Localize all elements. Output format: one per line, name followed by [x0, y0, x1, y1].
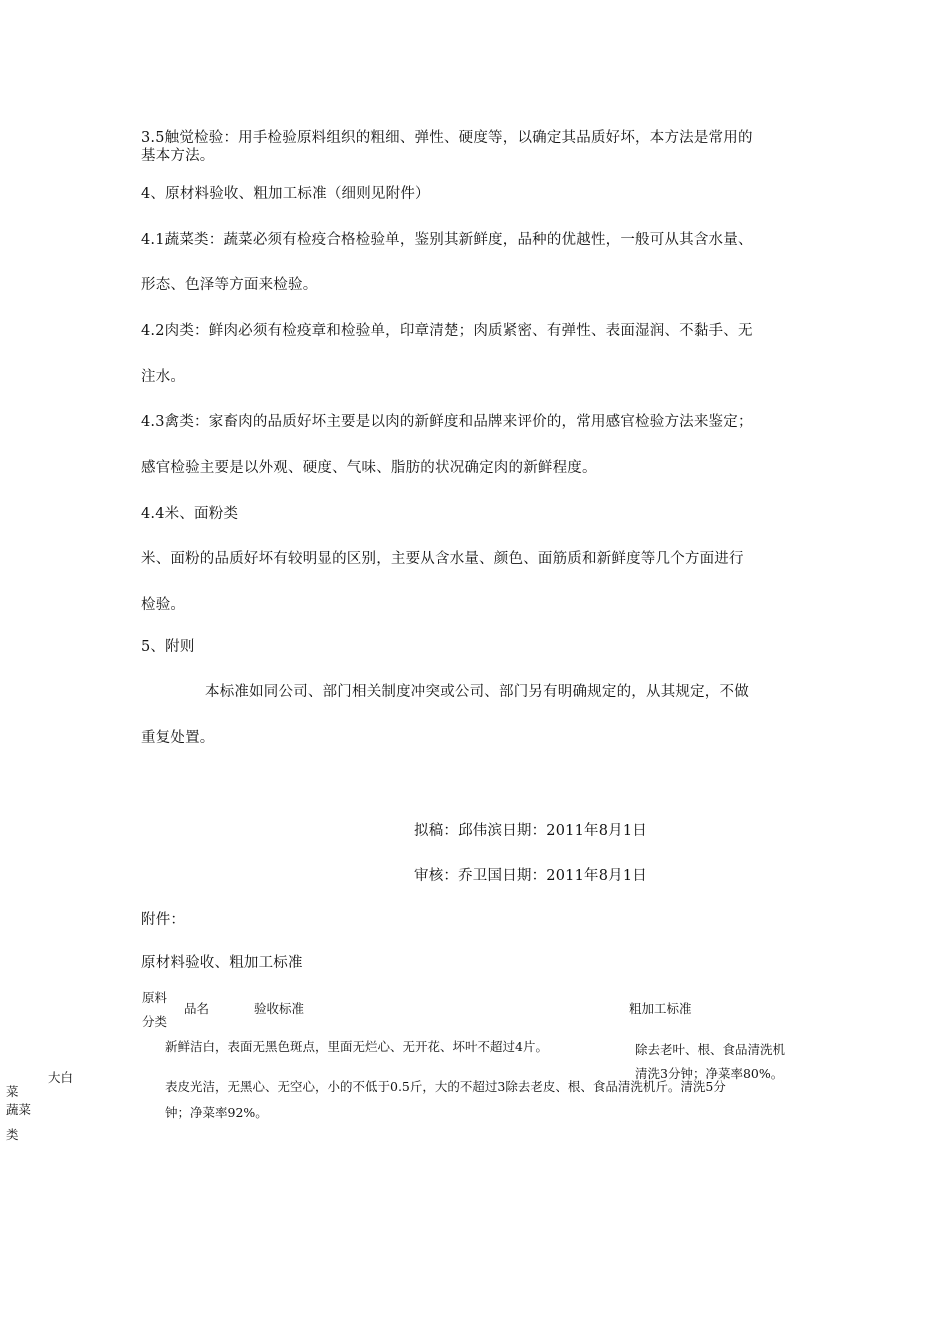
row-1-processing-line-1: 除去老叶、根、食品清洗机: [635, 1042, 786, 1057]
paragraph-4-4-line-1: 米、面粉的品质好坏有较明显的区别，主要从含水量、颜色、面筋质和新鲜度等几个方面进行: [141, 551, 744, 567]
header-category-line-1: 原料: [142, 990, 168, 1005]
paragraph-4-4-line-2: 检验。: [141, 597, 186, 613]
row-1-name-line-1: 大白: [48, 1070, 74, 1085]
category-vegetables-line-2: 类: [6, 1127, 19, 1142]
appendix-title: 原材料验收、粗加工标准: [141, 955, 303, 971]
paragraph-4-1-line-2: 形态、色泽等方面来检验。: [141, 277, 318, 293]
section-5-heading: 5、附则: [141, 639, 195, 655]
row-2-line-2: 钟；净菜率92%。: [165, 1105, 268, 1120]
section-4-heading: 4、原材料验收、粗加工标准（细则见附件）: [141, 186, 430, 202]
paragraph-4-1-line-1: 4.1蔬菜类：蔬菜必须有检疫合格检验单，鉴别其新鲜度，品种的优越性，一般可从其含水量、: [141, 232, 753, 248]
paragraph-4-3-line-2: 感官检验主要是以外观、硬度、气味、脂肪的状况确定肉的新鲜程度。: [141, 460, 597, 476]
paragraph-5-line-2: 重复处置。: [141, 730, 215, 746]
row-2-line-1: 表皮光洁，无黑心、无空心，小的不低于0.5斤，大的不超过3除去老皮、根、食品清洗机斤。清洗5分: [165, 1079, 726, 1094]
appendix-label: 附件：: [141, 912, 186, 928]
row-1-processing-line-2: 清洗3分钟；净菜率80%。: [635, 1066, 784, 1081]
paragraph-4-2-line-2: 注水。: [141, 369, 186, 385]
row-1-acceptance: 新鲜洁白，表面无黑色斑点，里面无烂心、无开花、坏叶不超过4片。: [165, 1039, 548, 1054]
paragraph-3-5-line-1: 3.5触觉检验：用手检验原料组织的粗细、弹性、硬度等，以确定其品质好坏，本方法是常用的: [141, 130, 753, 146]
drafter-signature: 拟稿：邱伟滨日期：2011年8月1日: [414, 823, 647, 839]
header-acceptance: 验收标准: [254, 1001, 305, 1016]
paragraph-4-3-line-1: 4.3禽类：家畜肉的品质好坏主要是以肉的新鲜度和品牌来评价的，常用感官检验方法来鉴定；: [141, 414, 753, 430]
paragraph-4-2-line-1: 4.2肉类：鲜肉必须有检疫章和检验单，印章清楚；肉质紧密、有弹性、表面湿润、不黏手、无: [141, 323, 753, 339]
paragraph-5-line-1: 本标准如同公司、部门相关制度冲突或公司、部门另有明确规定的，从其规定，不做: [205, 684, 749, 700]
header-category-line-2: 分类: [142, 1014, 168, 1029]
category-vegetables-line-1: 蔬菜: [6, 1102, 32, 1117]
paragraph-4-4-heading: 4.4米、面粉类: [141, 506, 239, 522]
header-processing: 粗加工标准: [629, 1001, 692, 1016]
row-1-name-line-2: 菜: [6, 1084, 19, 1099]
reviewer-signature: 审核：乔卫国日期：2011年8月1日: [414, 868, 647, 884]
paragraph-3-5-line-2: 基本方法。: [141, 148, 215, 164]
header-name: 品名: [184, 1001, 210, 1016]
